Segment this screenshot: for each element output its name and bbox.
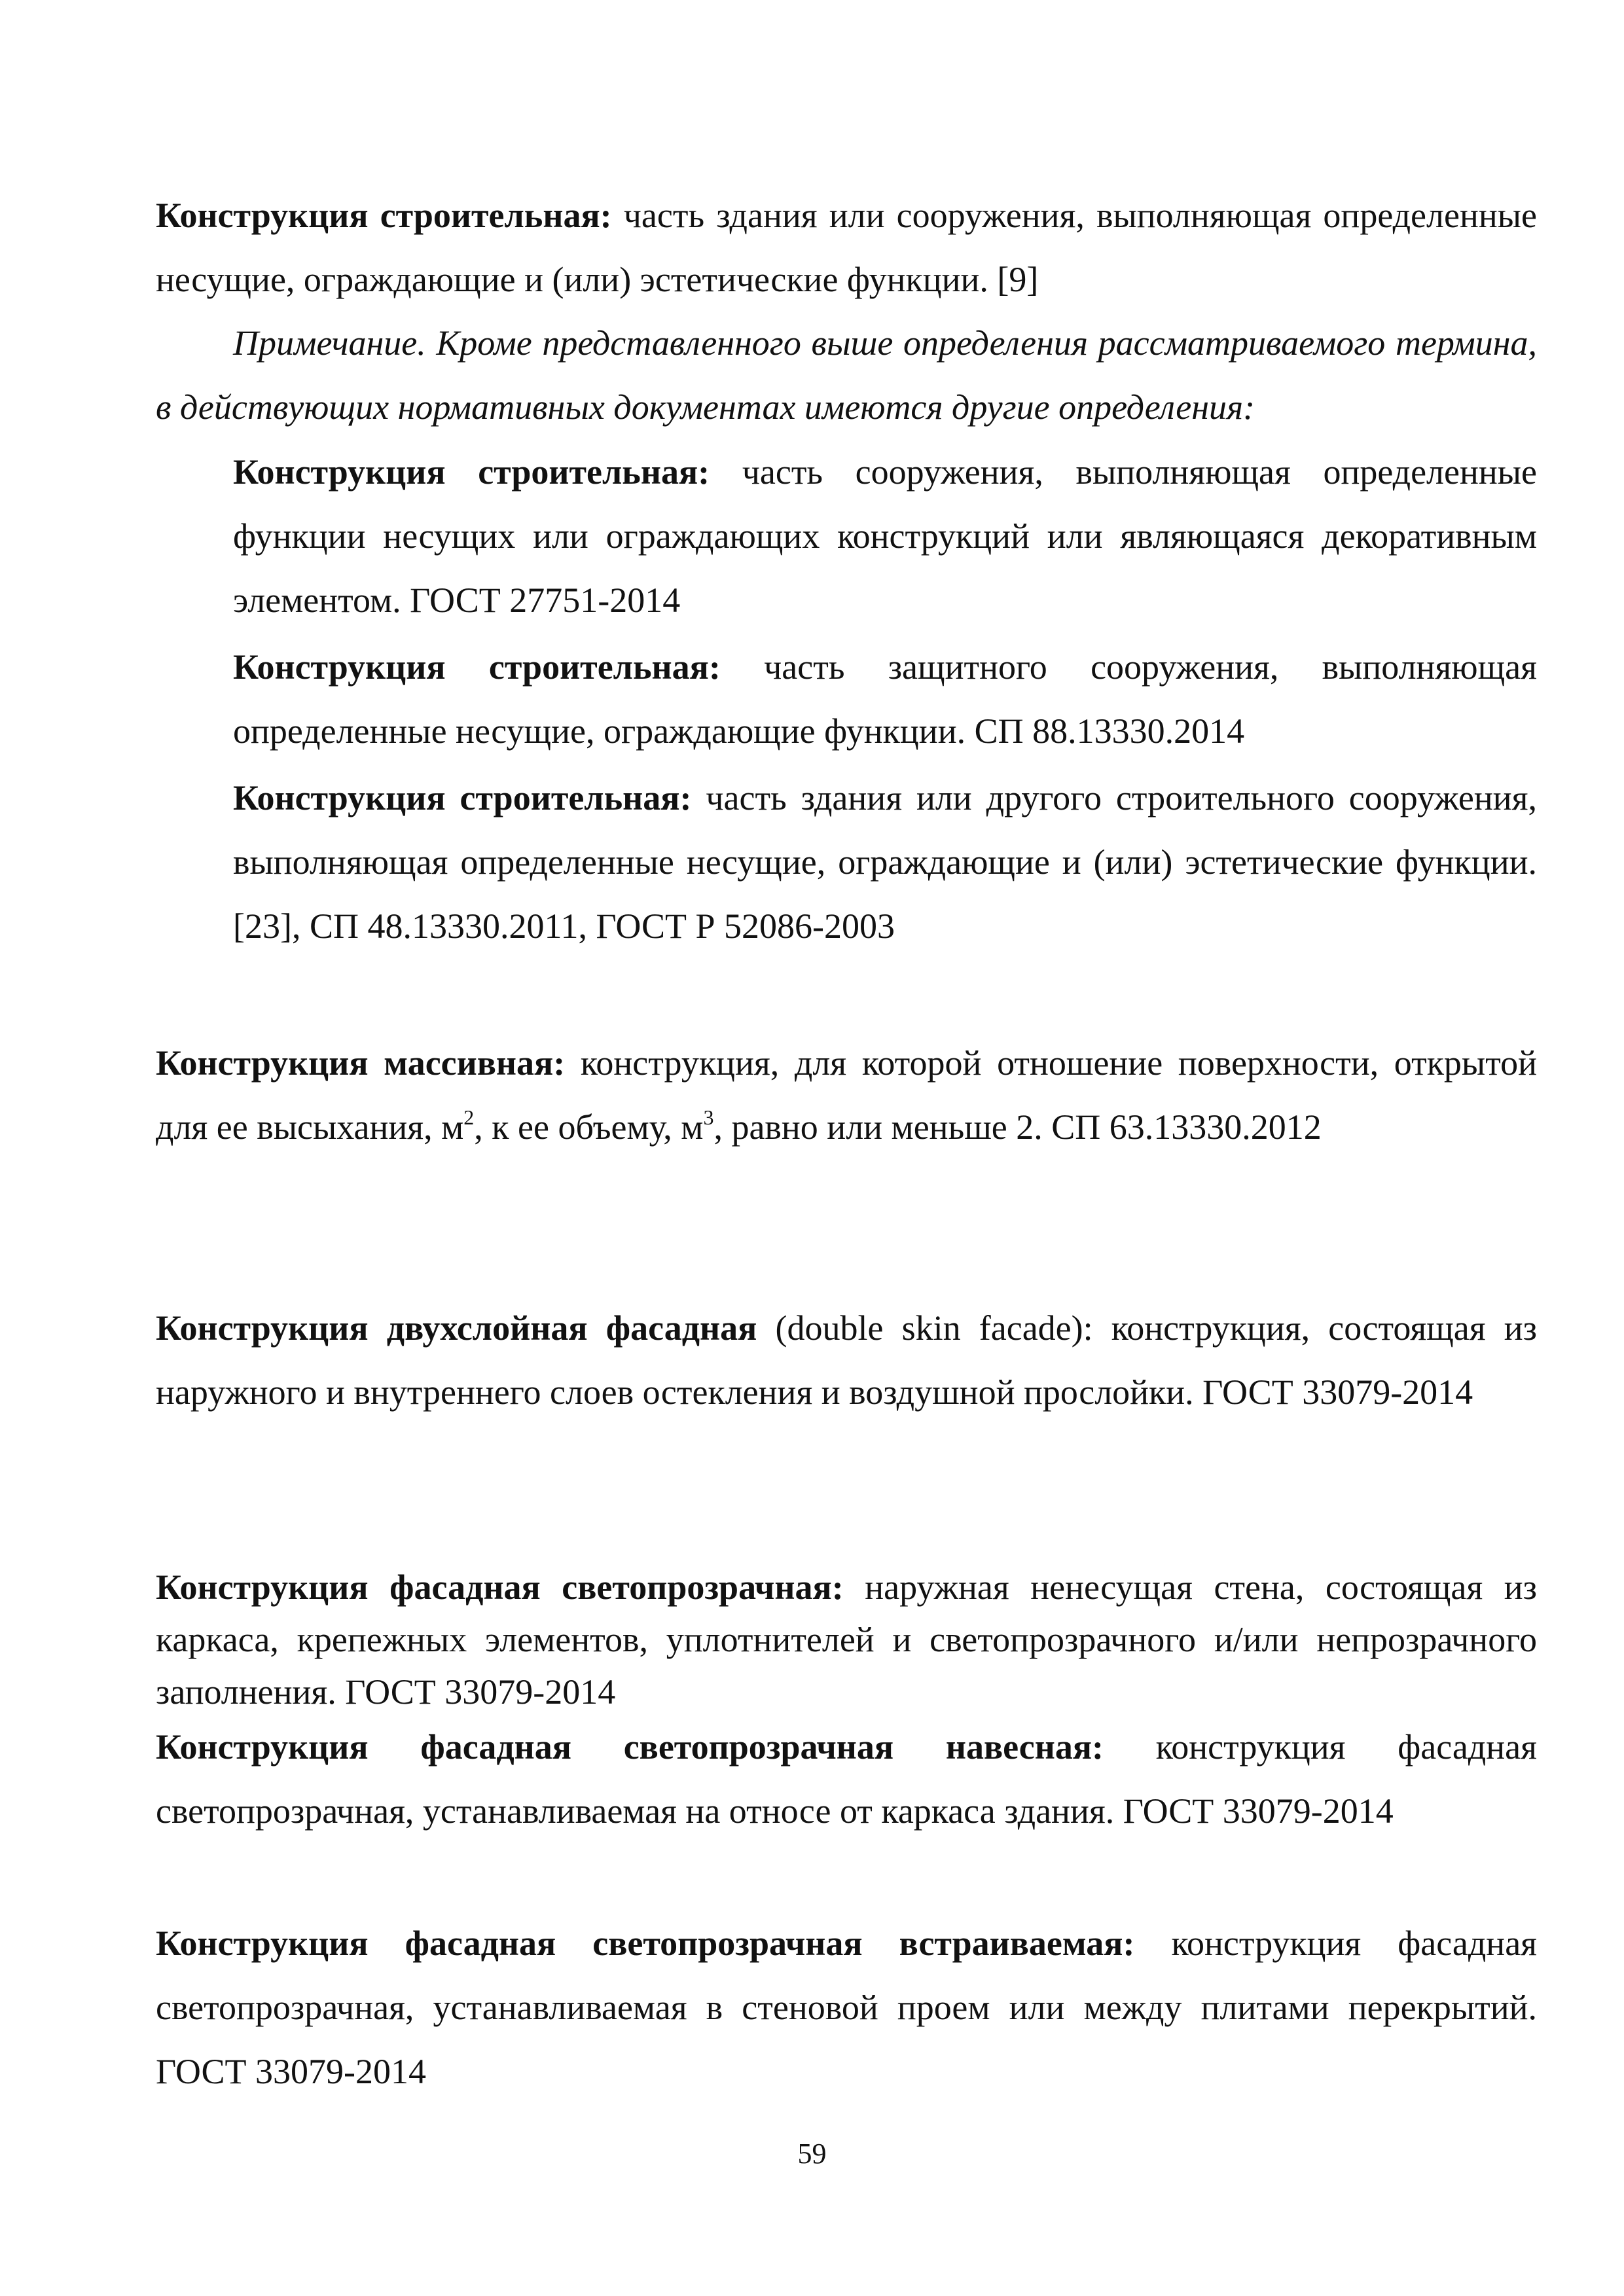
term: Конструкция двухслойная фасадная	[156, 1308, 757, 1348]
definition-text: часть здания или сооружения, выполняющая определенные несущие, ограждающие и (или) эстетические функции. [9]	[156, 196, 1537, 299]
term: Конструкция фасадная светопрозрачная навесная:	[156, 1727, 1104, 1767]
term: Конструкция массивная:	[156, 1043, 566, 1083]
superscript-2: 2	[463, 1105, 475, 1129]
term: Конструкция строительная:	[233, 452, 710, 492]
definition-construction-building-2	[233, 440, 1537, 632]
term: Конструкция фасадная светопрозрачная встраиваемая:	[156, 1924, 1135, 1963]
definition-text: наружная ненесущая стена, состоящая из каркаса, крепежных элементов, уплотнителей и светопрозрачного и/или непрозрачного заполнения. ГОСТ 33079-2014	[156, 1568, 1537, 1712]
definition-text: конструкция фасадная светопрозрачная, устанавливаемая в стеновой проем или между плитами перекрытий. ГОСТ 33079-2014	[156, 1924, 1537, 2091]
definition-text: часть сооружения, выполняющая определенные функции несущих или ограждающих конструкций или являющаяся декоративным элементом. ГОСТ 27751-2014	[233, 452, 1538, 620]
term: Конструкция строительная:	[156, 196, 612, 235]
definition-text-part-b: , к ее объему, м	[474, 1107, 704, 1147]
page-number: 59	[797, 2138, 827, 2170]
term: Конструкция строительная:	[233, 647, 721, 687]
note-paragraph	[156, 311, 1537, 439]
note-text: Примечание. Кроме представленного выше определения рассматриваемого термина, в действующих нормативных документах имеются другие определения:	[156, 323, 1537, 427]
superscript-3: 3	[703, 1105, 714, 1129]
definition-construction-building-1	[156, 183, 1537, 312]
definition-text: (double skin facade): конструкция, состоящая из наружного и внутреннего слоев остекления и воздушной прослойки. ГОСТ 33079-2014	[156, 1308, 1537, 1412]
definition-text: часть защитного сооружения, выполняющая определенные несущие, ограждающие функции. СП 88.13330.2014	[233, 647, 1537, 751]
definition-construction-facade-built-in	[156, 1911, 1537, 2104]
definition-construction-building-4	[233, 766, 1537, 958]
definition-construction-facade-translucent	[156, 1561, 1537, 1718]
definition-construction-building-3	[233, 635, 1537, 763]
term: Конструкция фасадная светопрозрачная:	[156, 1568, 844, 1607]
definition-text-part-c: , равно или меньше 2. СП 63.13330.2012	[713, 1107, 1322, 1147]
definition-construction-double-skin	[156, 1296, 1537, 1424]
definition-text: часть здания или другого строительного сооружения, выполняющая определенные несущие, ограждающие и (или) эстетические функции. [23], СП 48.13330.2011, ГОСТ Р 52086-2003	[233, 778, 1537, 946]
definition-construction-massive	[156, 1031, 1537, 1159]
term: Конструкция строительная:	[233, 778, 692, 817]
definition-text-part-a: конструкция, для которой отношение поверхности, открытой для ее высыхания, м	[156, 1043, 1537, 1147]
definition-text: конструкция фасадная светопрозрачная, устанавливаемая на относе от каркаса здания. ГОСТ 33079-2014	[156, 1727, 1537, 1831]
definition-construction-facade-hinged	[156, 1715, 1537, 1843]
